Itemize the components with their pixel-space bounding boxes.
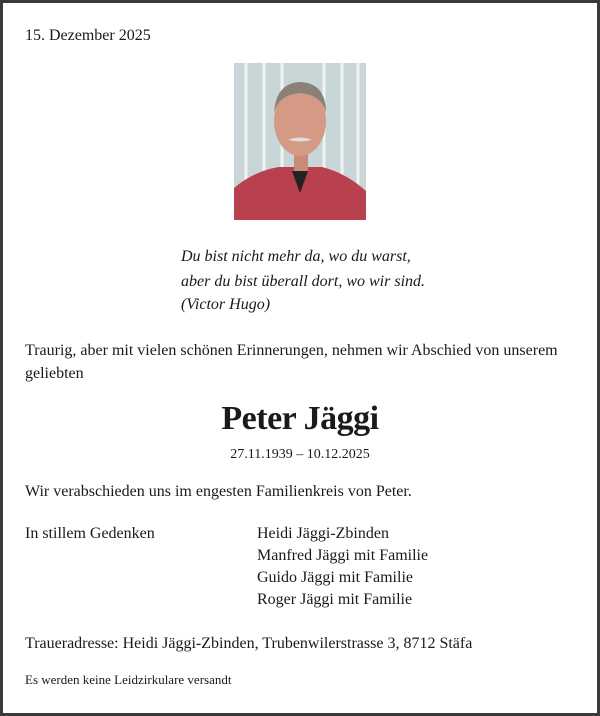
quote-line: Du bist nicht mehr da, wo du warst, bbox=[181, 248, 411, 265]
mourning-address: Traueradresse: Heidi Jäggi-Zbinden, Trubenwilerstrasse 3, 8712 Stäfa bbox=[25, 635, 473, 652]
quote-line: aber du bist überall dort, wo wir sind. bbox=[181, 273, 426, 290]
farewell-text: Wir verabschieden uns im engesten Familienkreis von Peter. bbox=[25, 483, 412, 500]
deceased-name: Peter Jäggi bbox=[221, 400, 379, 437]
mourner: Heidi Jäggi-Zbinden bbox=[257, 525, 389, 542]
quote-author: (Victor Hugo) bbox=[181, 296, 271, 313]
mourner: Guido Jäggi mit Familie bbox=[257, 569, 413, 586]
life-dates: 27.11.1939 – 10.12.2025 bbox=[230, 447, 370, 462]
mourner: Manfred Jäggi mit Familie bbox=[257, 547, 429, 564]
circular-note: Es werden keine Leidzirkulare versandt bbox=[25, 672, 232, 687]
publication-date: 15. Dezember 2025 bbox=[25, 27, 151, 44]
portrait-photo bbox=[234, 63, 366, 220]
intro-text: Traurig, aber mit vielen schönen Erinnerungen, nehmen wir Abschied von unserem geliebten bbox=[25, 342, 558, 382]
mourner: Roger Jäggi mit Familie bbox=[257, 591, 413, 608]
remembrance-label: In stillem Gedenken bbox=[25, 525, 155, 542]
